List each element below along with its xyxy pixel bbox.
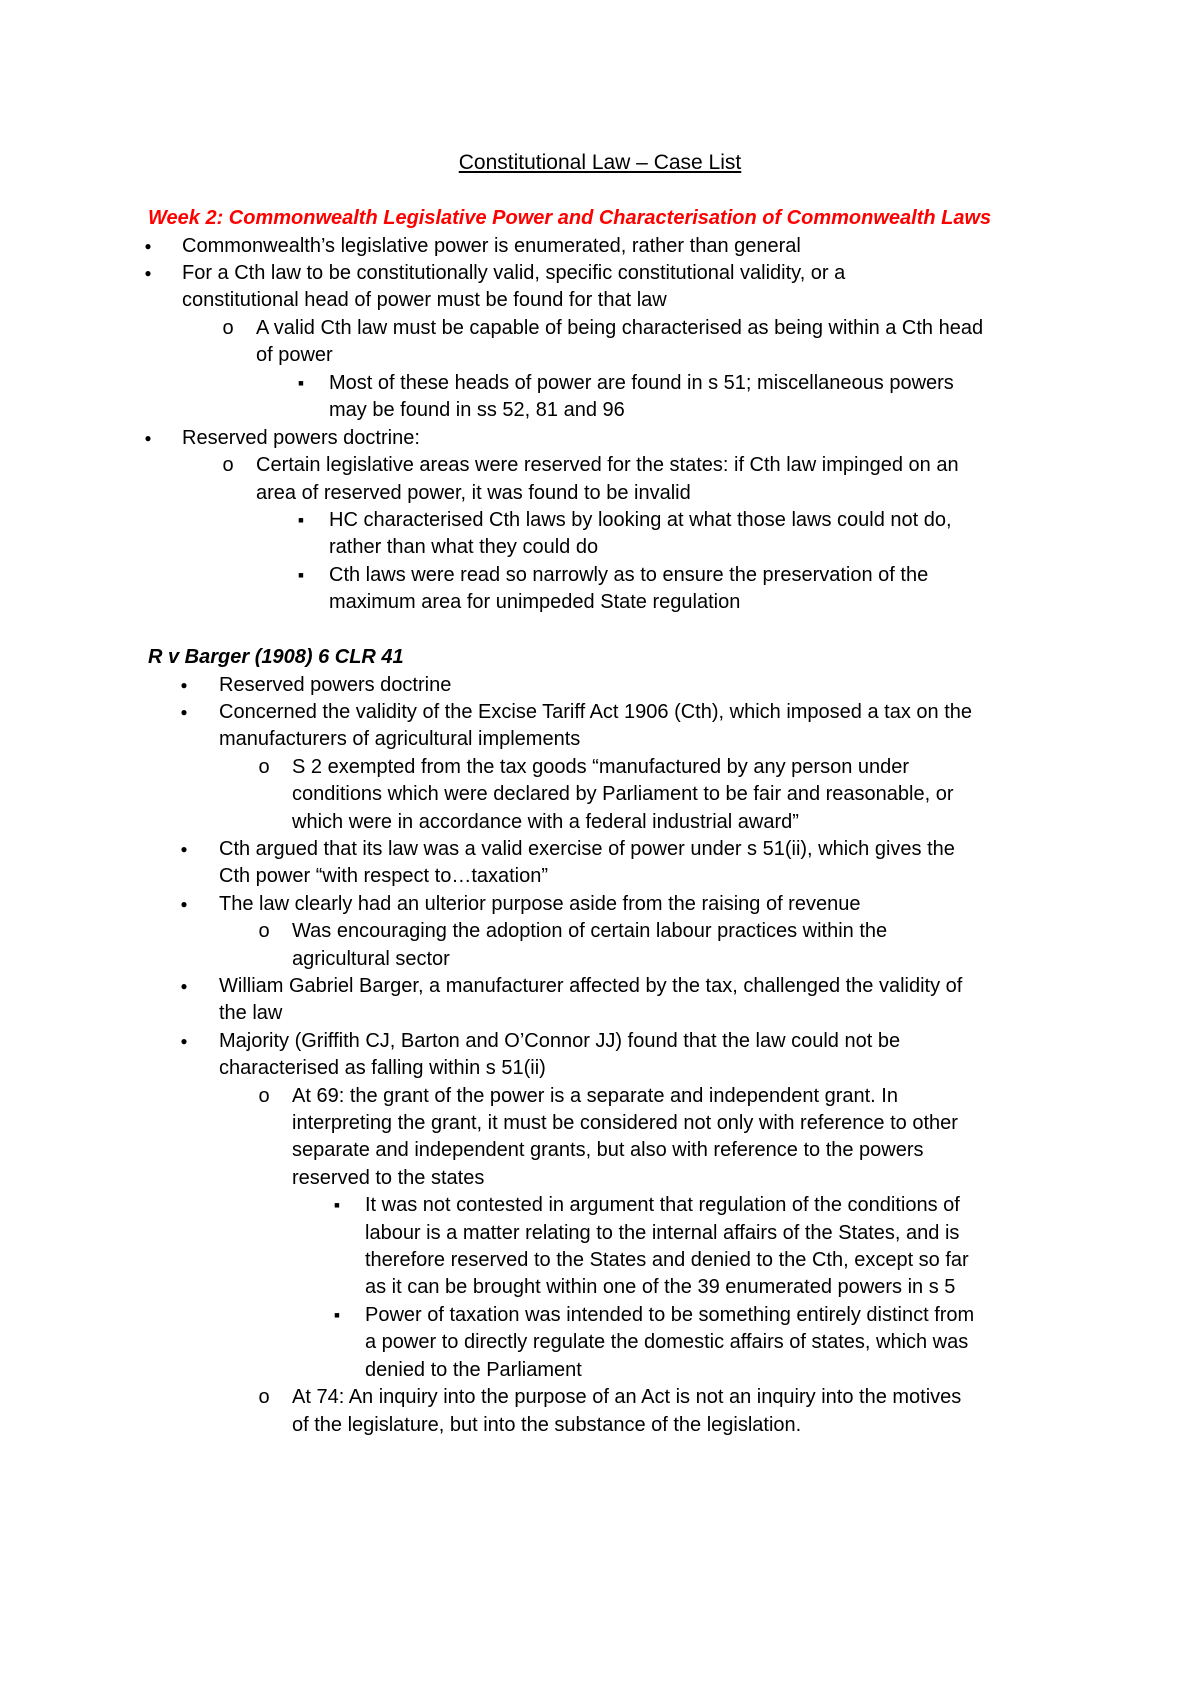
list-item: HC characterised Cth laws by looking at what those laws could not do, bbox=[329, 509, 952, 531]
list-item: Power of taxation was intended to be something entirely distinct from bbox=[365, 1304, 975, 1326]
list-item: Most of these heads of power are found in s 51; miscellaneous powers bbox=[329, 372, 954, 394]
bullet-square bbox=[327, 1190, 347, 1220]
list-item-continuation: the law bbox=[219, 1002, 283, 1024]
bullet-ring bbox=[254, 916, 274, 946]
bullet-ring bbox=[254, 1081, 274, 1111]
list-item: A valid Cth law must be capable of being characterised as being within a Cth head bbox=[256, 317, 984, 339]
list-item: Reserved powers doctrine bbox=[219, 674, 452, 696]
week2-heading: Week 2: Commonwealth Legislative Power and Characterisation of Commonwealth Laws bbox=[148, 207, 992, 229]
list-item: William Gabriel Barger, a manufacturer affected by the tax, challenged the validity of bbox=[219, 975, 963, 997]
bullet-dot bbox=[174, 889, 194, 921]
list-item: Certain legislative areas were reserved for the states: if Cth law impinged on an bbox=[256, 454, 959, 476]
list-item: Cth laws were read so narrowly as to ensure the preservation of the bbox=[329, 564, 929, 586]
bullet-ring bbox=[218, 313, 238, 343]
list-item-continuation: a power to directly regulate the domestic affairs of states, which was bbox=[365, 1331, 969, 1353]
bullet-dot bbox=[138, 423, 158, 455]
bullet-square bbox=[291, 560, 311, 590]
bullet-ring bbox=[254, 1382, 274, 1412]
document-title: Constitutional Law – Case List bbox=[458, 151, 742, 174]
list-item-continuation: interpreting the grant, it must be considered not only with reference to other bbox=[292, 1112, 958, 1134]
bullet-square bbox=[291, 368, 311, 398]
list-item: For a Cth law to be constitutionally valid, specific constitutional validity, or a bbox=[182, 262, 846, 284]
list-item-continuation: which were in accordance with a federal industrial award” bbox=[292, 811, 799, 833]
list-item-continuation: of power bbox=[256, 344, 333, 366]
list-item-continuation: of the legislature, but into the substance of the legislation. bbox=[292, 1414, 802, 1436]
list-item-continuation: area of reserved power, it was found to be invalid bbox=[256, 482, 691, 504]
list-item-continuation: manufacturers of agricultural implements bbox=[219, 728, 581, 750]
case-heading: R v Barger (1908) 6 CLR 41 bbox=[148, 646, 404, 668]
list-item-continuation: conditions which were declared by Parliament to be fair and reasonable, or bbox=[292, 783, 954, 805]
bullet-dot bbox=[174, 971, 194, 1003]
list-item-continuation: as it can be brought within one of the 39 enumerated powers in s 5 bbox=[365, 1276, 956, 1298]
list-item-continuation: characterised as falling within s 51(ii) bbox=[219, 1057, 546, 1079]
list-item-continuation: therefore reserved to the States and denied to the Cth, except so far bbox=[365, 1249, 969, 1271]
list-item-continuation: labour is a matter relating to the internal affairs of the States, and is bbox=[365, 1222, 960, 1244]
list-item: Majority (Griffith CJ, Barton and O’Connor JJ) found that the law could not be bbox=[219, 1030, 901, 1052]
list-item-continuation: rather than what they could do bbox=[329, 536, 599, 558]
bullet-ring bbox=[218, 450, 238, 480]
list-item-continuation: may be found in ss 52, 81 and 96 bbox=[329, 399, 625, 421]
list-item-continuation: denied to the Parliament bbox=[365, 1359, 582, 1381]
list-item-continuation: separate and independent grants, but also with reference to the powers bbox=[292, 1139, 924, 1161]
list-item: Cth argued that its law was a valid exercise of power under s 51(ii), which gives the bbox=[219, 838, 955, 860]
bullet-ring bbox=[254, 752, 274, 782]
bullet-dot bbox=[138, 258, 158, 290]
list-item-continuation: maximum area for unimpeded State regulation bbox=[329, 591, 741, 613]
list-item: Reserved powers doctrine: bbox=[182, 427, 420, 449]
bullet-square bbox=[291, 505, 311, 535]
list-item-continuation: Cth power “with respect to…taxation” bbox=[219, 865, 549, 887]
bullet-dot bbox=[174, 697, 194, 729]
list-item-continuation: agricultural sector bbox=[292, 948, 450, 970]
list-item: At 69: the grant of the power is a separate and independent grant. In bbox=[292, 1085, 898, 1107]
list-item: Commonwealth’s legislative power is enumerated, rather than general bbox=[182, 235, 801, 257]
bullet-square bbox=[327, 1300, 347, 1330]
list-item: Was encouraging the adoption of certain labour practices within the bbox=[292, 920, 888, 942]
bullet-dot bbox=[174, 1026, 194, 1058]
bullet-dot bbox=[174, 834, 194, 866]
list-item: It was not contested in argument that regulation of the conditions of bbox=[365, 1194, 960, 1216]
list-item-continuation: reserved to the states bbox=[292, 1167, 485, 1189]
list-item-continuation: constitutional head of power must be found for that law bbox=[182, 289, 667, 311]
list-item: The law clearly had an ulterior purpose aside from the raising of revenue bbox=[219, 893, 861, 915]
list-item: S 2 exempted from the tax goods “manufactured by any person under bbox=[292, 756, 910, 778]
list-item: Concerned the validity of the Excise Tariff Act 1906 (Cth), which imposed a tax on the bbox=[219, 701, 972, 723]
list-item: At 74: An inquiry into the purpose of an Act is not an inquiry into the motives bbox=[292, 1386, 962, 1408]
